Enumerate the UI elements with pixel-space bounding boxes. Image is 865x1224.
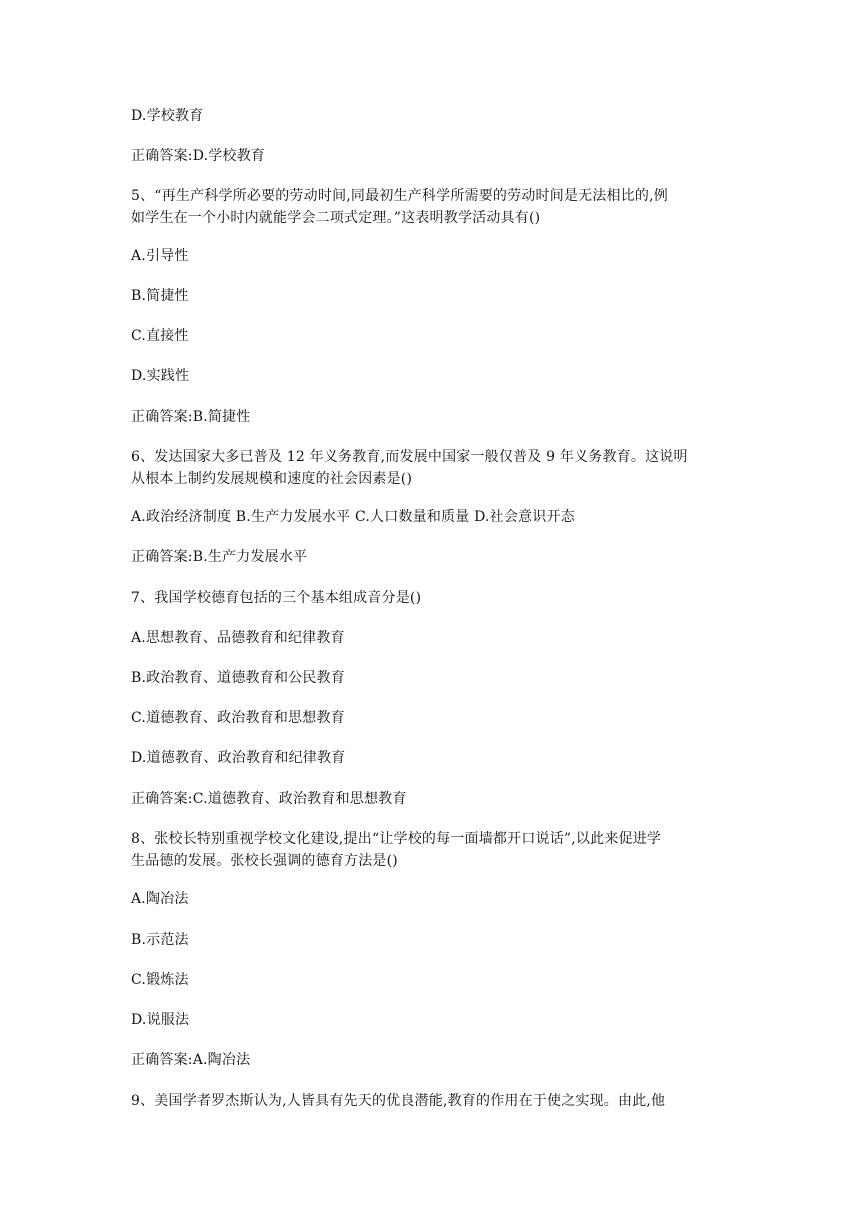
option-b-q8: B.示范法 [131,932,189,948]
option-c-q7: C.道德教育、政治教育和思想教育 [131,710,345,726]
option-c-q8: C.锻炼法 [131,972,189,988]
option-a-q5: A.引导性 [131,248,189,264]
option-b-q7: B.政治教育、道德教育和公民教育 [131,670,345,686]
options-q6: A.政治经济制度 B.生产力发展水平 C.人口数量和质量 D.社会意识开态 [131,509,575,525]
option-c-q5: C.直接性 [131,328,189,344]
answer-q8: 正确答案:A.陶冶法 [131,1052,251,1068]
question-8-line-2: 生品德的发展。张校长强调的德育方法是() [131,853,398,869]
question-5-line-2: 如学生在一个小时内就能学会二项式定理。”这表明教学活动具有() [131,210,541,226]
option-d-q5: D.实践性 [131,368,190,384]
question-5-line-1: 5、“再生产科学所必要的劳动时间,同最初生产科学所需要的劳动时间是无法相比的,例 [131,188,668,204]
option-b-q5: B.简捷性 [131,288,189,304]
option-a-q7: A.思想教育、品德教育和纪律教育 [131,630,345,646]
answer-q5: 正确答案:B.简捷性 [131,409,251,425]
question-6-line-1: 6、发达国家大多已普及 12 年义务教育,而发展中国家一般仅普及 9 年义务教育。这说明 [131,449,688,465]
option-d-q7: D.道德教育、政治教育和纪律教育 [131,750,346,766]
option-a-q8: A.陶冶法 [131,891,189,907]
option-d-q4: D.学校教育 [131,108,204,124]
answer-q6: 正确答案:B.生产力发展水平 [131,549,308,565]
option-d-q8: D.说服法 [131,1012,190,1028]
answer-q7: 正确答案:C.道德教育、政治教育和思想教育 [131,791,407,807]
question-7: 7、我国学校德育包括的三个基本组成音分是() [131,590,422,606]
answer-q4: 正确答案:D.学校教育 [131,148,266,164]
question-8-line-1: 8、张校长特别重视学校文化建设,提出“让学校的每一面墙都开口说话”,以此来促进学 [131,831,662,847]
question-9-line-1: 9、美国学者罗杰斯认为,人皆具有先天的优良潜能,教育的作用在于使之实现。由此,他 [131,1093,666,1109]
question-6-line-2: 从根本上制约发展规模和速度的社会因素是() [131,471,413,487]
